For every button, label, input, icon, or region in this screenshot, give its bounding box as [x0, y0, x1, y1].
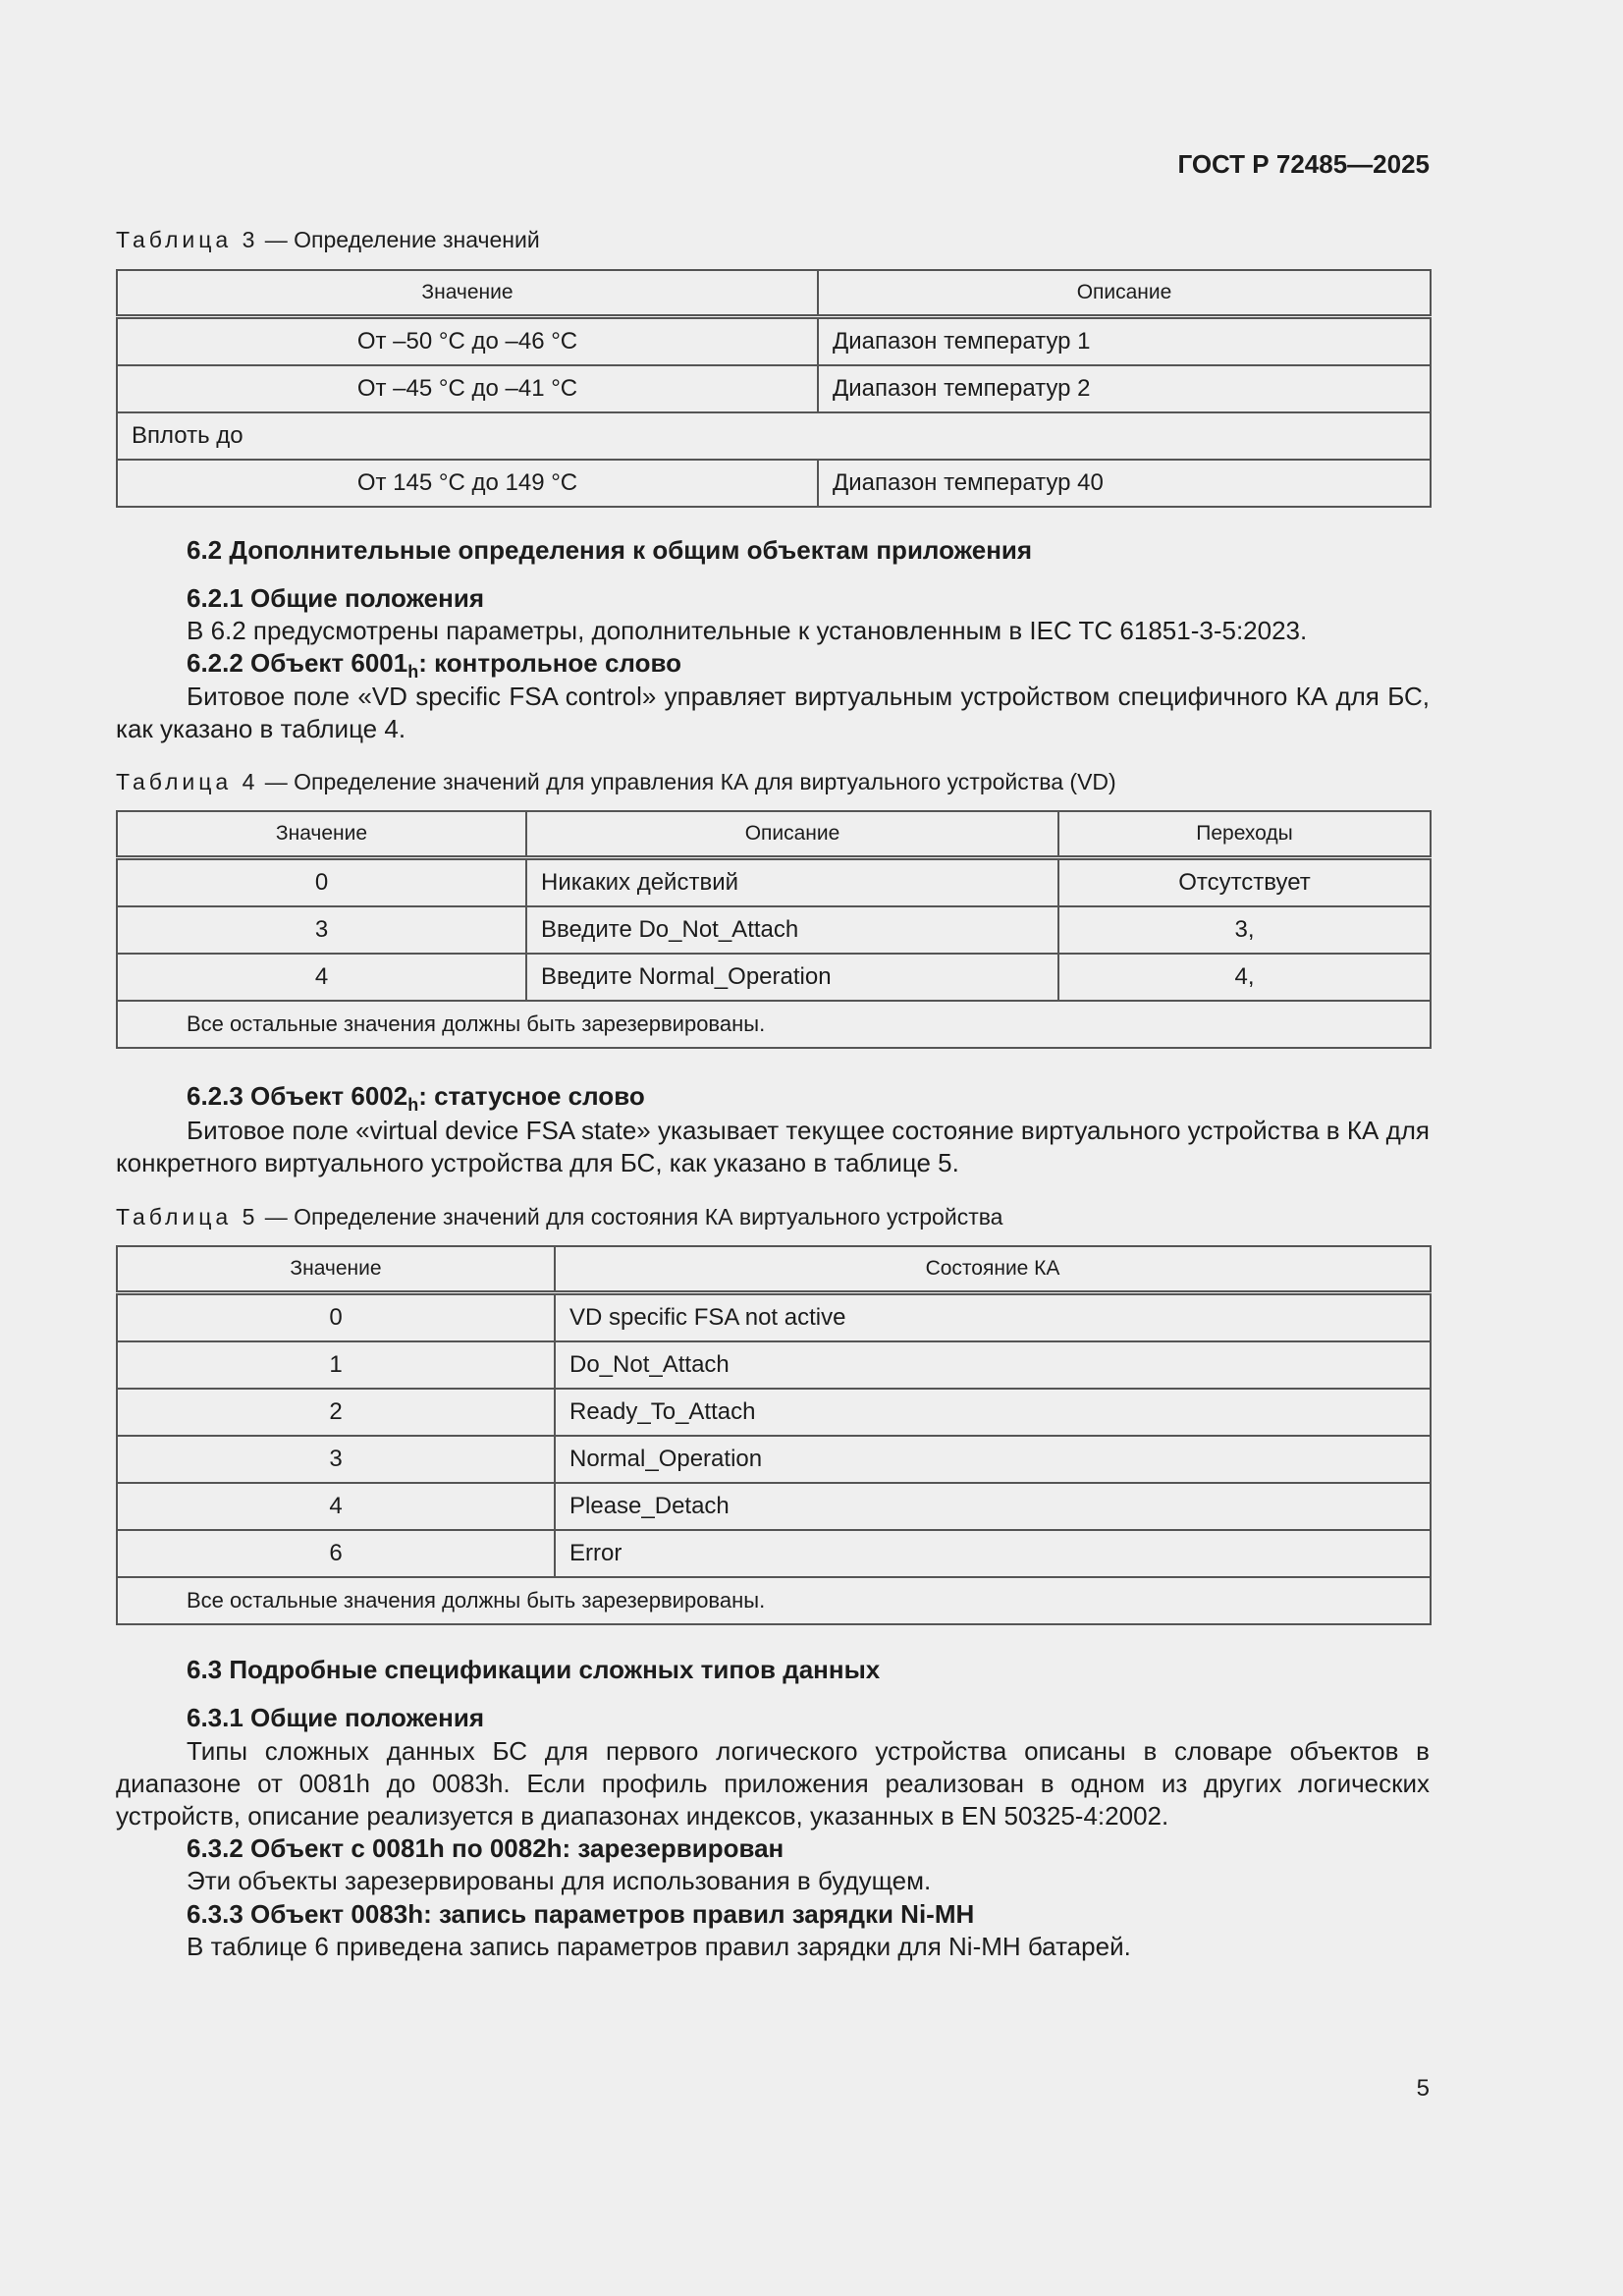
- table-row: [117, 317, 1431, 366]
- paragraph: [116, 1735, 1430, 1832]
- table-cell: 6: [117, 1530, 555, 1577]
- table-row: [117, 1483, 1431, 1530]
- hex-subscript: h: [407, 662, 419, 683]
- table-cell: Normal_Operation: [555, 1436, 1431, 1483]
- paragraph-text: Битовое поле «virtual device FSA state» указывает текущее состояние виртуального устройства в КА для конкретного виртуального устройства для БС, как указано в таблице 5.: [116, 1116, 1430, 1177]
- table3: [116, 269, 1432, 508]
- table-cell: Никаких действий: [526, 858, 1058, 907]
- subsection-heading: [187, 648, 681, 683]
- table-cell: Диапазон температур 2: [818, 365, 1431, 412]
- table-cell: Вплоть до: [117, 412, 1431, 460]
- table4: [116, 810, 1432, 1049]
- table-footer-row: [117, 1577, 1431, 1624]
- table5-caption: [116, 1204, 1002, 1230]
- section-heading: 6.3 Подробные спецификации сложных типов данных: [187, 1655, 881, 1684]
- table-row: [117, 1436, 1431, 1483]
- paragraph: [116, 1115, 1430, 1179]
- table3-caption-text: — Определение значений: [258, 227, 540, 252]
- paragraph-text: Типы сложных данных БС для первого логического устройства описаны в словаре объектов в диапазоне от 0081h до 0083h. Если профиль приложения реализован в одном из других логических устройств, описание реализуется в диапазонах индексов, указанных в EN 50325-4:2002.: [116, 1736, 1430, 1831]
- table-header-row: [117, 1246, 1431, 1293]
- paragraph: Эти объекты зарезервированы для использования в будущем.: [187, 1866, 932, 1895]
- table-row: [117, 954, 1431, 1001]
- table4-caption: [116, 769, 1116, 795]
- table5: [116, 1245, 1432, 1625]
- table-row: [117, 1530, 1431, 1577]
- paragraph: В 6.2 предусмотрены параметры, дополнительные к установленным в IEC TC 61851-3-5:2023.: [187, 616, 1308, 645]
- heading-text: 6.2.3 Объект 6002: [187, 1081, 408, 1111]
- table-row: [117, 1293, 1431, 1342]
- table-header-row: [117, 811, 1431, 858]
- paragraph-text: Битовое поле «VD specific FSA control» управляет виртуальным устройством специфичного КА для БС, как указано в таблице 4.: [116, 682, 1430, 743]
- table-cell: Отсутствует: [1058, 858, 1431, 907]
- page-number: 5: [1416, 2075, 1430, 2102]
- subsection-heading: 6.3.3 Объект 0083h: запись параметров правил зарядки Ni-MH: [187, 1899, 975, 1929]
- subsection-heading: [187, 1081, 645, 1116]
- paragraph: В таблице 6 приведена запись параметров правил зарядки для Ni-MH батарей.: [187, 1932, 1131, 1961]
- table-cell: 2: [117, 1389, 555, 1436]
- table-cell: От –45 °С до –41 °С: [117, 365, 818, 412]
- table-cell: Диапазон температур 1: [818, 317, 1431, 366]
- table-row: [117, 460, 1431, 507]
- standard-code: ГОСТ Р 72485—2025: [1177, 149, 1430, 179]
- column-header: Значение: [117, 1246, 555, 1293]
- table-footer-row: [117, 1001, 1431, 1048]
- table-cell: 4: [117, 1483, 555, 1530]
- table-cell: Please_Detach: [555, 1483, 1431, 1530]
- table3-caption-word: Таблица 3: [116, 227, 259, 252]
- table-cell: 1: [117, 1341, 555, 1389]
- table-row: [117, 1389, 1431, 1436]
- column-header: Состояние КА: [555, 1246, 1431, 1293]
- subsection-heading: 6.3.2 Объект с 0081h по 0082h: зарезервирован: [187, 1833, 784, 1863]
- table-cell: От 145 °С до 149 °С: [117, 460, 818, 507]
- table5-caption-text: — Определение значений для состояния КА виртуального устройства: [258, 1204, 1003, 1230]
- table-cell: Ready_To_Attach: [555, 1389, 1431, 1436]
- table-row: [117, 412, 1431, 460]
- table-cell: 3: [117, 1436, 555, 1483]
- table-cell: 0: [117, 858, 526, 907]
- table-cell: Введите Do_Not_Attach: [526, 906, 1058, 954]
- table-cell: 4,: [1058, 954, 1431, 1001]
- heading-text: 6.2.2 Объект 6001: [187, 648, 408, 678]
- table-cell: VD specific FSA not active: [555, 1293, 1431, 1342]
- table-cell: 0: [117, 1293, 555, 1342]
- table4-caption-word: Таблица 4: [116, 769, 259, 794]
- column-header: Значение: [117, 270, 818, 317]
- column-header: Значение: [117, 811, 526, 858]
- table-row: [117, 858, 1431, 907]
- subsection-heading: 6.2.1 Общие положения: [187, 583, 484, 613]
- table-row: [117, 906, 1431, 954]
- table-cell: Введите Normal_Operation: [526, 954, 1058, 1001]
- column-header: Описание: [526, 811, 1058, 858]
- column-header: Описание: [818, 270, 1431, 317]
- table4-caption-text: — Определение значений для управления КА для виртуального устройства (VD): [258, 769, 1116, 794]
- table-row: [117, 1341, 1431, 1389]
- table-header-row: [117, 270, 1431, 317]
- table5-caption-word: Таблица 5: [116, 1204, 259, 1230]
- table-cell: Диапазон температур 40: [818, 460, 1431, 507]
- heading-text: : статусное слово: [418, 1081, 645, 1111]
- column-header: Переходы: [1058, 811, 1431, 858]
- table-footnote: Все остальные значения должны быть зарезервированы.: [117, 1001, 1431, 1048]
- table-cell: 4: [117, 954, 526, 1001]
- table-cell: 3: [117, 906, 526, 954]
- subsection-heading: 6.3.1 Общие положения: [187, 1703, 484, 1732]
- table-footnote: Все остальные значения должны быть зарезервированы.: [117, 1577, 1431, 1624]
- table-cell: 3,: [1058, 906, 1431, 954]
- paragraph: [116, 681, 1430, 745]
- heading-text: : контрольное слово: [418, 648, 682, 678]
- section-heading: 6.2 Дополнительные определения к общим объектам приложения: [187, 535, 1033, 565]
- table-row: [117, 365, 1431, 412]
- table-cell: От –50 °С до –46 °С: [117, 317, 818, 366]
- table3-caption: [116, 227, 540, 253]
- hex-subscript: h: [407, 1095, 419, 1116]
- table-cell: Do_Not_Attach: [555, 1341, 1431, 1389]
- table-cell: Error: [555, 1530, 1431, 1577]
